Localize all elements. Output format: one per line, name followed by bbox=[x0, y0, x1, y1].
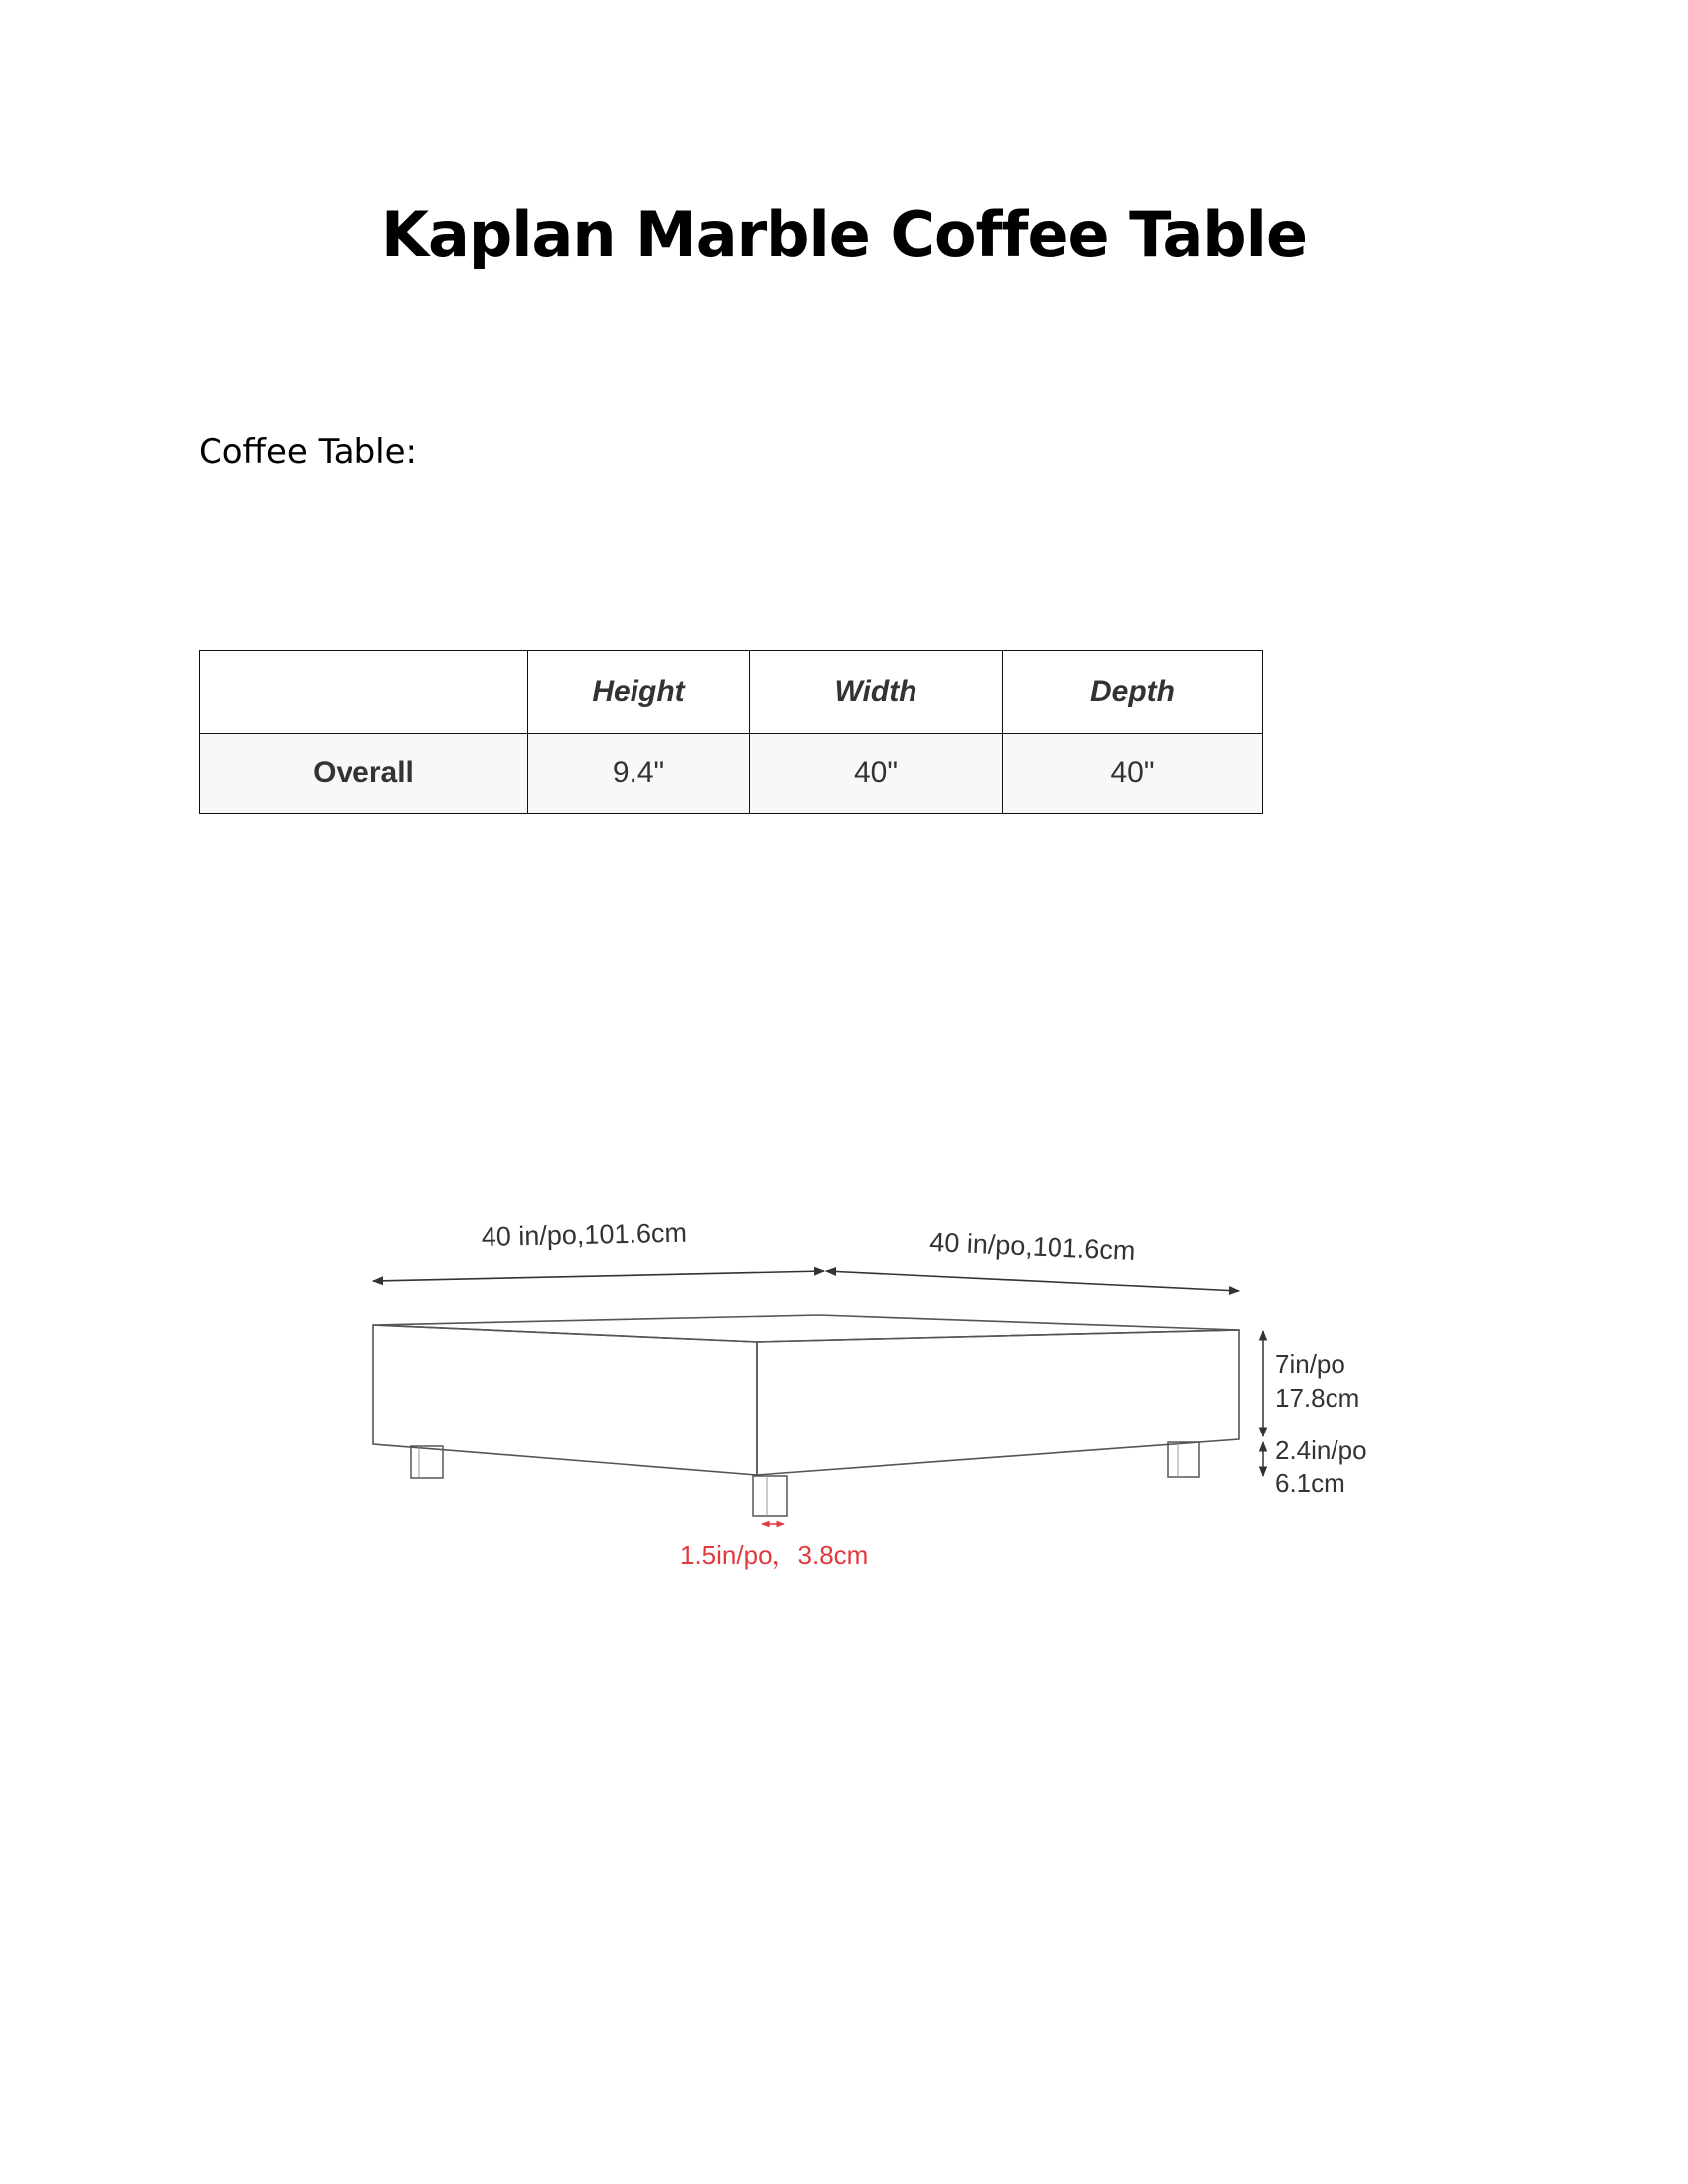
table-top-surface bbox=[373, 1315, 1239, 1342]
header-width: Width bbox=[750, 651, 1003, 734]
leg-width-label: 1.5in/po，3.8cm bbox=[680, 1540, 869, 1570]
row-label: Overall bbox=[200, 734, 528, 814]
section-label: Coffee Table: bbox=[199, 432, 417, 472]
leg-height-label-in: 2.4in/po bbox=[1275, 1435, 1367, 1465]
right-width-arrow bbox=[826, 1271, 1239, 1291]
coffee-table-diagram bbox=[357, 1216, 1380, 1593]
cell-height: 9.4" bbox=[528, 734, 750, 814]
table-header-row bbox=[200, 651, 1263, 734]
left-width-label: 40 in/po,101.6cm bbox=[481, 1217, 688, 1252]
table-left-side bbox=[373, 1325, 757, 1475]
header-depth: Depth bbox=[1003, 651, 1263, 734]
cell-depth: 40" bbox=[1003, 734, 1263, 814]
top-height-label-cm: 17.8cm bbox=[1275, 1383, 1360, 1413]
table-right-side bbox=[757, 1330, 1239, 1475]
leg-right bbox=[1168, 1442, 1199, 1477]
leg-height-label-cm: 6.1cm bbox=[1275, 1468, 1345, 1498]
table-row bbox=[200, 734, 1263, 814]
right-width-label: 40 in/po,101.6cm bbox=[928, 1227, 1136, 1267]
page-title: Kaplan Marble Coffee Table bbox=[380, 199, 1307, 271]
header-empty bbox=[200, 651, 528, 734]
leg-front bbox=[753, 1476, 787, 1516]
left-width-arrow bbox=[373, 1271, 824, 1281]
cell-width: 40" bbox=[750, 734, 1003, 814]
leg-left bbox=[411, 1446, 443, 1478]
dimensions-table bbox=[199, 650, 1263, 814]
header-height: Height bbox=[528, 651, 750, 734]
top-height-label-in: 7in/po bbox=[1275, 1349, 1345, 1379]
